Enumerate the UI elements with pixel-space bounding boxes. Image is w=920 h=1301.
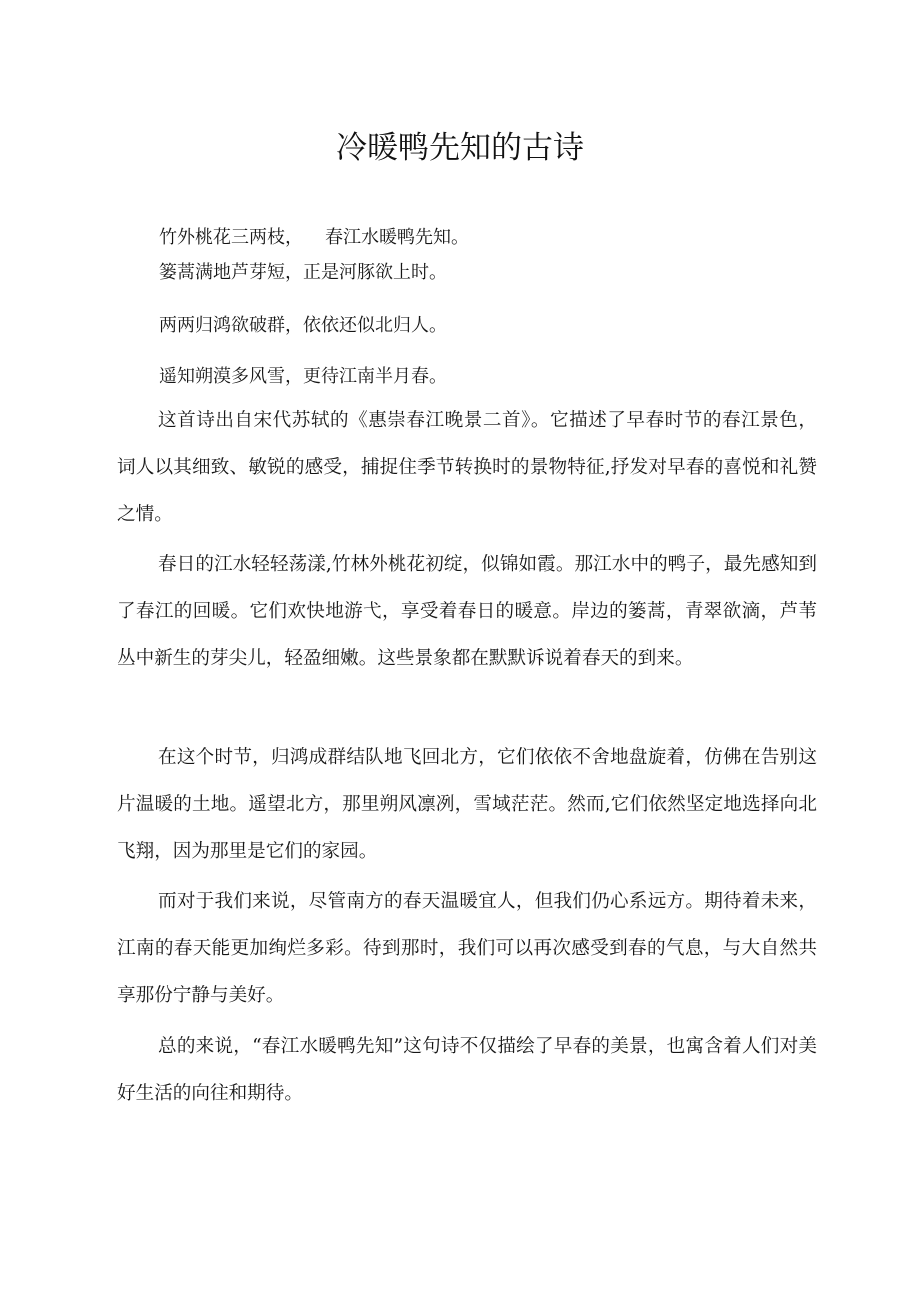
paragraph-intro: 这首诗出自宋代苏轼的《惠崇春江晚景二首》。它描述了早春时节的春江景色，词人以其细致、敏锐的感受，捕捉住季节转换时的景物特征,抒发对早春的喜悦和礼赞之情。 — [117, 410, 817, 525]
poem-line-2: 篓蒿满地芦芽短，正是河豚欲上时。 — [159, 262, 447, 283]
poem-line-3: 两两归鸿欲破群，依依还似北归人。 — [159, 315, 447, 336]
paragraph-spring-river: 春日的江水轻轻荡漾,竹林外桃花初绽，似锦如霞。那江水中的鸭子，最先感知到了春江的回暖。它们欢快地游弋，享受着春日的暖意。岸边的篓蒿，青翠欲滴，芦苇丛中新生的芽尖儿，轻盈细嫩。这些景象都在默默诉说着春天的到来。 — [117, 554, 817, 669]
poem-line-1-first-half: 竹外桃花三两枝， — [159, 227, 303, 248]
paragraph-conclusion: 总的来说，“春江水暖鸭先知”这句诗不仅描绘了早春的美景，也寓含着人们对美好生活的向往和期待。 — [117, 1036, 817, 1104]
poem-line-1 — [159, 225, 469, 251]
paragraph-longing: 而对于我们来说，尽管南方的春天温暖宜人，但我们仍心系远方。期待着未来，江南的春天能更加绚烂多彩。待到那时，我们可以再次感受到春的气息，与大自然共享那份宁静与美好。 — [117, 891, 817, 1006]
poem-line-1-second-half: 春江水暖鸭先知。 — [325, 227, 469, 248]
paragraph-returning-geese: 在这个时节，归鸿成群结队地飞回北方，它们依依不舍地盘旋着，仿佛在告别这片温暖的土地。遥望北方，那里朔风凛冽，雪域茫茫。然而,它们依然坚定地选择向北飞翔，因为那里是它们的家园。 — [117, 747, 817, 862]
poem-line-4: 遥知朔漠多风雪，更待江南半月春。 — [159, 366, 447, 387]
page-title: 冷暖鸭先知的古诗 — [336, 130, 584, 166]
